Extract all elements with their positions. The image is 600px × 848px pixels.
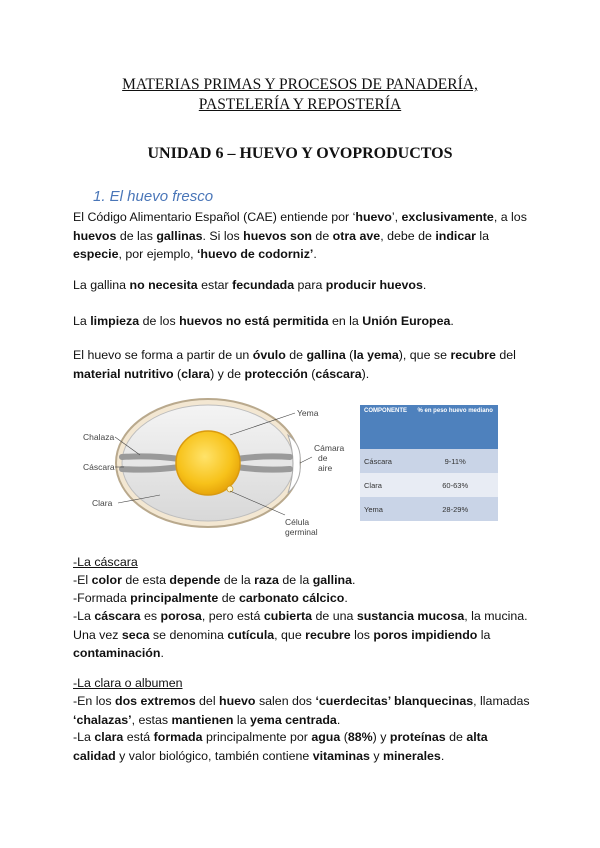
text-segment: principalmente por [202, 730, 312, 744]
bold-text: raza [254, 573, 279, 587]
bold-text: depende [169, 573, 221, 587]
text-segment: . [450, 314, 454, 328]
bold-text: clara [94, 730, 124, 744]
text-segment: en la [328, 314, 363, 328]
table-row [360, 497, 498, 521]
text-segment: La [73, 314, 91, 328]
text-segment: de la [220, 573, 255, 587]
bold-text: material nutritivo [73, 366, 174, 381]
table-header-percent: % en peso huevo mediano [412, 405, 498, 449]
bold-text: yema centrada [250, 712, 337, 727]
bold-text: ‘huevo de codorniz’ [196, 247, 314, 261]
text-segment: -Formada [73, 591, 131, 605]
text-segment: ( [345, 348, 354, 362]
bold-text: sustancia mucosa [356, 609, 465, 623]
text-segment: de [218, 591, 239, 605]
bold-text: clara [181, 366, 211, 381]
text-segment: la [233, 712, 251, 727]
text-segment: , por ejemplo, [118, 247, 197, 261]
bold-text: carbonato cálcico [238, 591, 345, 605]
text-segment: salen dos [255, 694, 316, 708]
text-segment: de la [278, 573, 313, 587]
bold-text: agua [311, 730, 341, 744]
bold-text: minerales [382, 748, 441, 763]
table-cell-component: Cáscara [360, 449, 412, 473]
label-camara-3: aire [318, 463, 333, 473]
bold-text: especie [73, 247, 119, 261]
table-row [360, 473, 498, 497]
bold-text: formada [153, 730, 203, 744]
text-segment: El Código Alimentario Español (CAE) entiende por ‘ [73, 210, 356, 224]
text-segment: estar [197, 278, 233, 292]
composition-table [360, 405, 498, 521]
label-chalaza: Chalaza [83, 432, 115, 442]
text-segment: -En los [73, 694, 116, 708]
label-camara-1: Cámara [314, 443, 345, 453]
white-line-1 [73, 692, 533, 729]
text-segment: se denomina [149, 627, 228, 642]
bold-text: huevo [219, 694, 256, 708]
shell-line-3 [73, 607, 533, 663]
paragraph-definition [73, 208, 533, 264]
bold-text: gallinas [156, 228, 203, 243]
table-cell-component: Clara [360, 473, 412, 497]
text-segment: la [477, 627, 491, 642]
text-segment: ), que se [398, 348, 451, 362]
bold-text: huevos no está permitida [179, 314, 329, 328]
bold-text: óvulo [252, 348, 286, 362]
label-clara: Clara [92, 498, 113, 508]
table-row [360, 449, 498, 473]
paragraph-cleaning [73, 312, 533, 331]
table-cell-percent: 60-63% [412, 473, 498, 497]
bold-text: cubierta [263, 609, 313, 623]
yolk [176, 431, 240, 495]
bold-text: cáscara [94, 609, 141, 623]
label-camara-2: de [318, 453, 328, 463]
bold-text: gallina [312, 573, 352, 587]
text-segment: . [351, 573, 356, 587]
bold-text: huevos [73, 228, 117, 243]
bold-text: contaminación [73, 646, 161, 660]
text-segment: ( [173, 366, 182, 381]
bold-text: poros [373, 627, 408, 642]
bold-text: fecundada [232, 278, 295, 292]
text-segment: ) y [372, 730, 390, 744]
bold-text: indicar [435, 228, 476, 243]
bold-text: porosa [160, 609, 202, 623]
bold-text: limpieza [90, 314, 140, 328]
label-celula-2: germinal [285, 527, 318, 537]
doc-title-line2: PASTELERÍA Y REPOSTERÍA [198, 96, 402, 113]
bold-text: recubre [305, 627, 351, 642]
text-segment: La gallina [73, 278, 130, 292]
bold-text: recubre [450, 348, 496, 362]
table-cell-percent: 28-29% [412, 497, 498, 521]
paragraph-formation [73, 346, 533, 383]
text-segment: y [369, 748, 383, 763]
bold-text: alta calidad [73, 730, 488, 763]
bold-text: ‘cuerdecitas’ blanquecinas [315, 694, 474, 708]
bold-text: gallina [306, 348, 346, 362]
bold-text: principalmente [130, 591, 219, 605]
bold-text: Unión Europea [362, 314, 451, 328]
text-segment: de esta [121, 573, 170, 587]
bold-text: producir huevos [325, 278, 423, 292]
text-segment: de las [116, 228, 157, 243]
text-segment: la [475, 228, 490, 243]
text-segment: , que [274, 627, 306, 642]
bold-text: cáscara [315, 366, 362, 381]
text-segment: del [495, 348, 516, 362]
bold-text: dos extremos [115, 694, 196, 708]
text-segment: , la mucina. Una vez [73, 609, 528, 642]
text-segment: de [285, 348, 307, 362]
text-segment: . [422, 278, 427, 292]
text-segment: de los [139, 314, 180, 328]
text-segment: , pero está [201, 609, 264, 623]
text-segment: , a los [493, 210, 527, 224]
text-segment: de [445, 730, 467, 744]
doc-title-line1: MATERIAS PRIMAS Y PROCESOS DE PANADERÍA, [122, 76, 478, 93]
label-cascara: Cáscara [83, 462, 115, 472]
egg-diagram [80, 385, 350, 545]
shell-line-2 [73, 589, 533, 608]
bold-text: cutícula [227, 627, 275, 642]
bold-text: proteínas [389, 730, 446, 744]
shell-line-1 [73, 571, 533, 590]
text-segment: , debe de [380, 228, 436, 243]
text-segment: de [311, 228, 333, 243]
text-segment: El huevo se forma a partir de un [73, 348, 253, 362]
text-segment: del [195, 694, 220, 708]
white-line-2 [73, 728, 533, 765]
text-segment: . Si los [202, 228, 244, 243]
bold-text: otra ave [332, 228, 381, 243]
table-header-component: COMPONENTE [360, 405, 412, 449]
section-heading: 1. El huevo fresco [93, 188, 214, 205]
white-heading: -La clara o albumen [73, 676, 183, 690]
bold-text: huevos son [243, 228, 312, 243]
text-segment: -La [73, 730, 95, 744]
text-segment: . [313, 247, 317, 261]
text-segment: -La [73, 609, 95, 623]
bold-text: la yema [353, 348, 399, 362]
bold-text: 88% [347, 730, 373, 744]
bold-text: ‘chalazas’ [73, 712, 132, 727]
text-segment: ( [340, 730, 348, 744]
unit-heading: UNIDAD 6 – HUEVO Y OVOPRODUCTOS [147, 145, 453, 162]
text-segment: , estas [131, 712, 172, 727]
bold-text: exclusivamente [401, 210, 494, 224]
text-segment: . [160, 646, 164, 660]
bold-text: no necesita [129, 278, 198, 292]
text-segment: de una [312, 609, 357, 623]
text-segment: está [123, 730, 154, 744]
text-segment: ( [307, 366, 316, 381]
label-celula-1: Célula [285, 517, 310, 527]
text-segment: ). [361, 366, 370, 381]
text-segment: ’, [391, 210, 402, 224]
bold-text: vitaminas [312, 748, 370, 763]
text-segment: -El [73, 573, 92, 587]
text-segment: los [350, 627, 374, 642]
label-yema: Yema [297, 408, 319, 418]
bold-text: color [91, 573, 122, 587]
text-segment: . [440, 748, 445, 763]
text-segment: para [294, 278, 326, 292]
table-cell-component: Yema [360, 497, 412, 521]
text-segment: y valor biológico, también contiene [115, 748, 313, 763]
text-segment: , llamadas [473, 694, 530, 708]
paragraph-fecundation [73, 276, 533, 295]
text-segment: es [140, 609, 161, 623]
bold-text: protección [244, 366, 308, 381]
bold-text: seca [121, 627, 150, 642]
table-cell-percent: 9-11% [412, 449, 498, 473]
text-segment: . [344, 591, 348, 605]
bold-text: huevo [355, 210, 392, 224]
bold-text: impidiendo [411, 627, 478, 642]
text-segment: ) y de [210, 366, 245, 381]
shell-heading: -La cáscara [73, 555, 138, 569]
bold-text: mantienen [171, 712, 234, 727]
text-segment: . [336, 712, 341, 727]
